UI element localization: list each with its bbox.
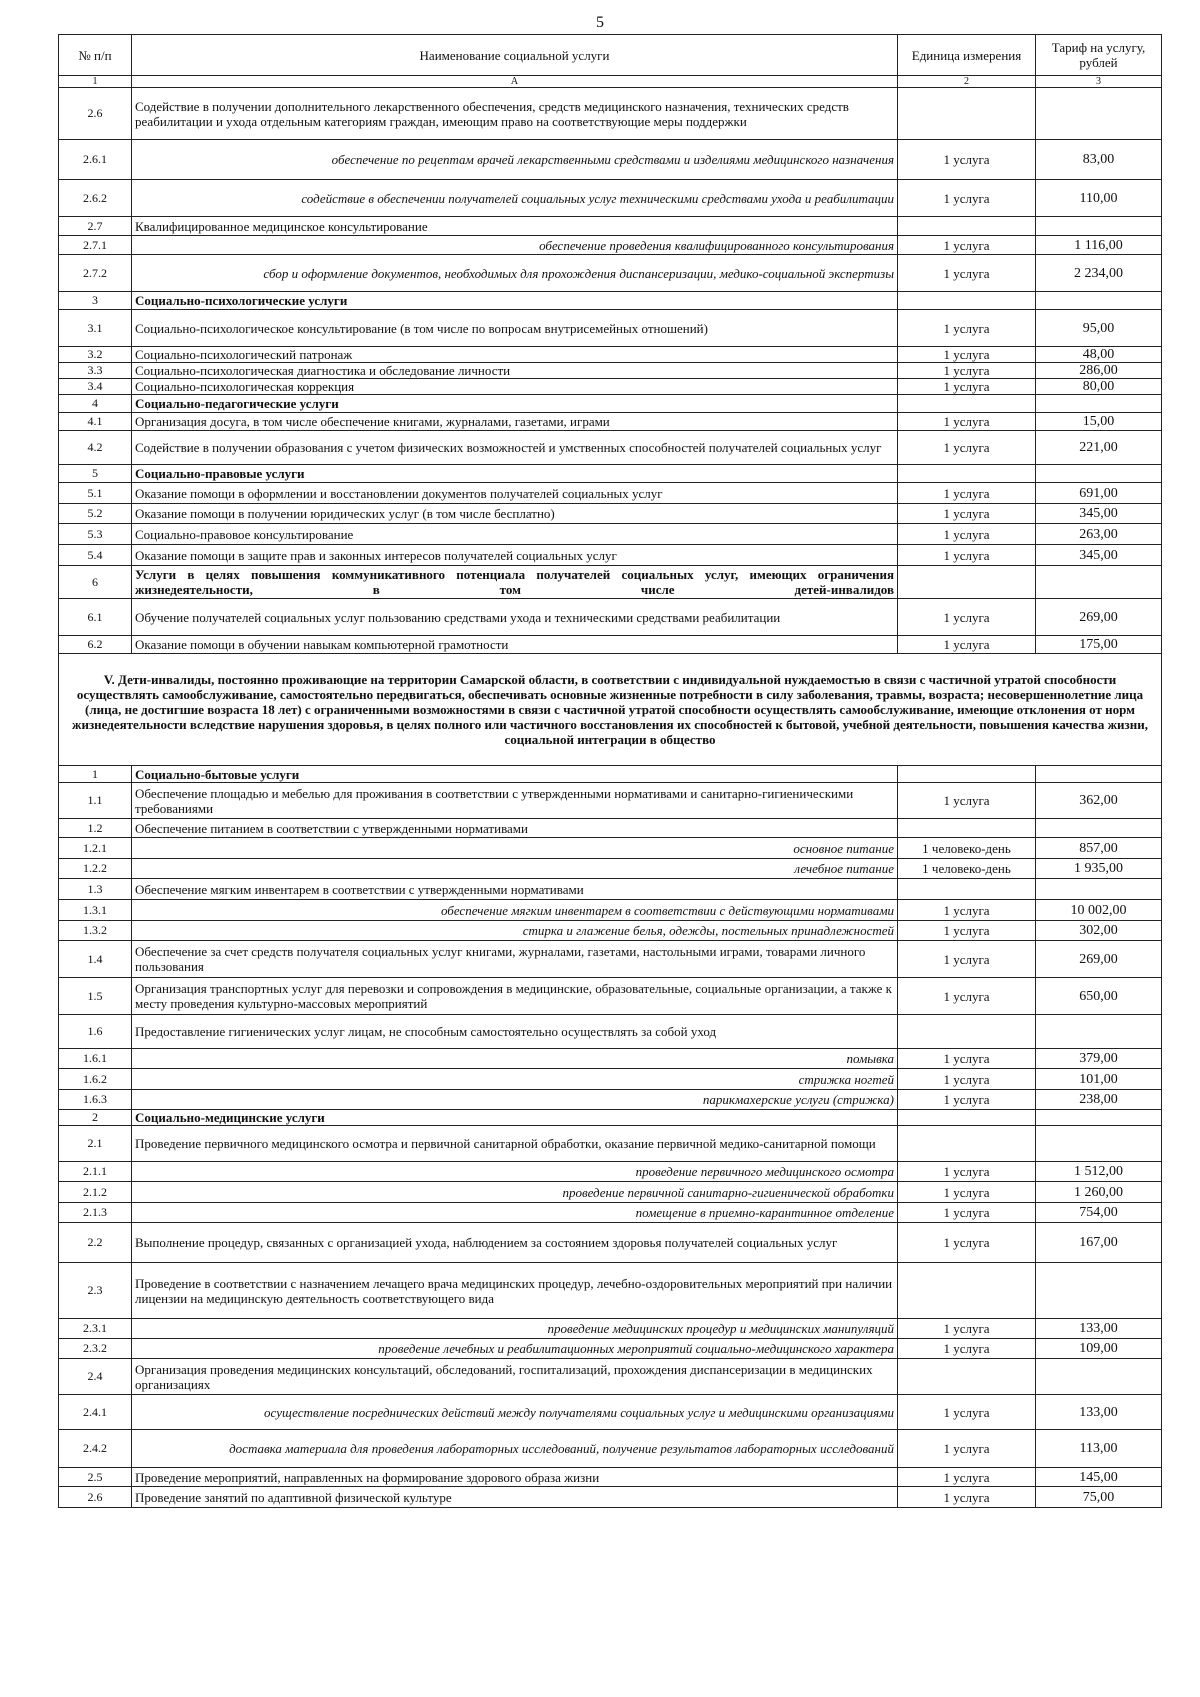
row-price: 269,00	[1036, 599, 1162, 636]
row-service-name: стирка и глажение белья, одежды, постельных принадлежностей	[132, 921, 898, 941]
row-unit: 1 услуга	[898, 1049, 1036, 1069]
row-unit: 1 услуга	[898, 1319, 1036, 1339]
table-row	[59, 545, 1162, 566]
row-service-name: Обеспечение площадью и мебелью для проживания в соответствии с утвержденными нормативами и санитарно-гигиеническими требованиями	[132, 783, 898, 819]
row-unit	[898, 566, 1036, 599]
row-service-name: обеспечение мягким инвентарем в соответствии с действующими нормативами	[132, 900, 898, 921]
row-unit	[898, 1126, 1036, 1162]
row-price: 167,00	[1036, 1223, 1162, 1263]
table-row	[59, 859, 1162, 879]
row-unit: 1 услуга	[898, 524, 1036, 545]
row-service-name: осуществление посреднических действий между получателями социальных услуг и медицинскими организациями	[132, 1395, 898, 1430]
table-row	[59, 1263, 1162, 1319]
row-unit: 1 услуга	[898, 783, 1036, 819]
row-service-name: Квалифицированное медицинское консультирование	[132, 217, 898, 236]
table-row	[59, 310, 1162, 347]
row-price	[1036, 566, 1162, 599]
row-number: 2.3	[59, 1263, 132, 1319]
row-number: 1.3.2	[59, 921, 132, 941]
row-number: 3.4	[59, 379, 132, 395]
table-row	[59, 921, 1162, 941]
row-unit	[898, 879, 1036, 900]
table-row	[59, 465, 1162, 483]
table-row	[59, 783, 1162, 819]
table-row	[59, 819, 1162, 838]
row-number: 1.6.2	[59, 1069, 132, 1090]
row-service-name: Социально-педагогические услуги	[132, 395, 898, 413]
table-row	[59, 900, 1162, 921]
table-row	[59, 395, 1162, 413]
row-number: 1.2.1	[59, 838, 132, 859]
row-number: 1.3.1	[59, 900, 132, 921]
row-price: 221,00	[1036, 431, 1162, 465]
table-row	[59, 1049, 1162, 1069]
row-service-name: Оказание помощи в получении юридических услуг (в том числе бесплатно)	[132, 504, 898, 524]
table-row	[59, 292, 1162, 310]
table-row	[59, 1162, 1162, 1182]
row-unit: 1 услуга	[898, 483, 1036, 504]
row-unit: 1 услуга	[898, 363, 1036, 379]
row-price	[1036, 88, 1162, 140]
row-price: 2 234,00	[1036, 255, 1162, 292]
row-number: 2.7.1	[59, 236, 132, 255]
table-row	[59, 1110, 1162, 1126]
row-service-name: Проведение в соответствии с назначением лечащего врача медицинских процедур, лечебно-оздоровительных мероприятий при наличии лицензии на медицинскую деятельность соответствующего вида	[132, 1263, 898, 1319]
row-price	[1036, 217, 1162, 236]
row-service-name: Содействие в получении образования с учетом физических возможностей и умственных способностей получателей социальных услуг	[132, 431, 898, 465]
row-price: 48,00	[1036, 347, 1162, 363]
row-unit: 1 услуга	[898, 1182, 1036, 1203]
row-number: 1.5	[59, 978, 132, 1015]
row-number: 1.6.3	[59, 1090, 132, 1110]
row-service-name: парикмахерские услуги (стрижка)	[132, 1090, 898, 1110]
row-number: 2.7.2	[59, 255, 132, 292]
row-number: 1.3	[59, 879, 132, 900]
row-price	[1036, 819, 1162, 838]
row-number: 2.1	[59, 1126, 132, 1162]
row-price: 1 116,00	[1036, 236, 1162, 255]
row-unit: 1 услуга	[898, 310, 1036, 347]
table-row	[59, 1430, 1162, 1468]
row-service-name: Обучение получателей социальных услуг пользованию средствами ухода и техническими средствами реабилитации	[132, 599, 898, 636]
row-unit: 1 услуга	[898, 1395, 1036, 1430]
header-unit: Единица измерения	[898, 35, 1036, 76]
row-number: 6.2	[59, 636, 132, 654]
row-number: 1.2.2	[59, 859, 132, 879]
table-row	[59, 1319, 1162, 1339]
row-price	[1036, 1126, 1162, 1162]
row-service-name: Проведение занятий по адаптивной физической культуре	[132, 1487, 898, 1508]
row-number: 3	[59, 292, 132, 310]
row-number: 4	[59, 395, 132, 413]
table-row	[59, 1182, 1162, 1203]
row-number: 2.4	[59, 1359, 132, 1395]
table-row	[59, 838, 1162, 859]
row-number: 3.3	[59, 363, 132, 379]
row-unit: 1 услуга	[898, 1162, 1036, 1182]
row-service-name: Организация досуга, в том числе обеспечение книгами, журналами, газетами, играми	[132, 413, 898, 431]
row-service-name: основное питание	[132, 838, 898, 859]
row-unit	[898, 1110, 1036, 1126]
table-row	[59, 217, 1162, 236]
row-price: 15,00	[1036, 413, 1162, 431]
row-service-name: Оказание помощи в оформлении и восстановлении документов получателей социальных услуг	[132, 483, 898, 504]
row-unit: 1 услуга	[898, 1203, 1036, 1223]
row-service-name: Выполнение процедур, связанных с организацией ухода, наблюдением за состоянием здоровья получателей социальных услуг	[132, 1223, 898, 1263]
row-service-name: проведение медицинских процедур и медицинских манипуляций	[132, 1319, 898, 1339]
row-number: 2.6	[59, 1487, 132, 1508]
row-price: 269,00	[1036, 941, 1162, 978]
row-price: 691,00	[1036, 483, 1162, 504]
row-price: 302,00	[1036, 921, 1162, 941]
row-unit: 1 услуга	[898, 1090, 1036, 1110]
row-price: 145,00	[1036, 1468, 1162, 1487]
row-number: 4.2	[59, 431, 132, 465]
table-row	[59, 255, 1162, 292]
row-price: 1 935,00	[1036, 859, 1162, 879]
index-number: 1	[59, 76, 132, 88]
row-price: 345,00	[1036, 545, 1162, 566]
row-unit: 1 услуга	[898, 236, 1036, 255]
table-row	[59, 566, 1162, 599]
table-row	[59, 347, 1162, 363]
row-service-name: проведение первичной санитарно-гигиенической обработки	[132, 1182, 898, 1203]
table-row	[59, 599, 1162, 636]
row-price	[1036, 766, 1162, 783]
row-price: 238,00	[1036, 1090, 1162, 1110]
row-number: 2.5	[59, 1468, 132, 1487]
row-number: 1.4	[59, 941, 132, 978]
table-row	[59, 1395, 1162, 1430]
index-price: 3	[1036, 76, 1162, 88]
table-row	[59, 766, 1162, 783]
table-row	[59, 1359, 1162, 1395]
table-row	[59, 180, 1162, 217]
row-service-name: Оказание помощи в обучении навыкам компьютерной грамотности	[132, 636, 898, 654]
row-price: 113,00	[1036, 1430, 1162, 1468]
column-index-row	[59, 76, 1162, 88]
section-header-row	[59, 654, 1162, 766]
row-service-name: Социально-психологическая диагностика и обследование личности	[132, 363, 898, 379]
table-row	[59, 379, 1162, 395]
row-unit: 1 услуга	[898, 413, 1036, 431]
table-row	[59, 1069, 1162, 1090]
row-price: 379,00	[1036, 1049, 1162, 1069]
row-service-name: Социально-правовые услуги	[132, 465, 898, 483]
table-row	[59, 978, 1162, 1015]
row-unit	[898, 292, 1036, 310]
row-price: 754,00	[1036, 1203, 1162, 1223]
row-unit: 1 услуга	[898, 431, 1036, 465]
row-service-name: проведение первичного медицинского осмотра	[132, 1162, 898, 1182]
table-row	[59, 431, 1162, 465]
row-number: 5	[59, 465, 132, 483]
row-price: 857,00	[1036, 838, 1162, 859]
row-unit: 1 услуга	[898, 1223, 1036, 1263]
row-unit: 1 услуга	[898, 636, 1036, 654]
row-price	[1036, 395, 1162, 413]
row-unit: 1 услуга	[898, 379, 1036, 395]
row-service-name: Социально-психологическое консультирование (в том числе по вопросам внутрисемейных отношений)	[132, 310, 898, 347]
row-unit: 1 услуга	[898, 545, 1036, 566]
row-unit	[898, 1359, 1036, 1395]
tariff-table-body	[59, 35, 1162, 1508]
row-price: 345,00	[1036, 504, 1162, 524]
page-number: 5	[596, 14, 604, 31]
row-service-name: Организация транспортных услуг для перевозки и сопровождения в медицинские, образовательные, социальные организации, а также к месту проведения культурно-массовых мероприятий	[132, 978, 898, 1015]
row-number: 1	[59, 766, 132, 783]
row-number: 2.4.2	[59, 1430, 132, 1468]
row-price: 83,00	[1036, 140, 1162, 180]
row-price	[1036, 1359, 1162, 1395]
row-unit	[898, 1263, 1036, 1319]
row-service-name: содействие в обеспечении получателей социальных услуг техническими средствами ухода и реабилитации	[132, 180, 898, 217]
table-row	[59, 1203, 1162, 1223]
row-price: 101,00	[1036, 1069, 1162, 1090]
row-price: 80,00	[1036, 379, 1162, 395]
row-unit: 1 услуга	[898, 504, 1036, 524]
row-price: 175,00	[1036, 636, 1162, 654]
row-service-name: Обеспечение за счет средств получателя социальных услуг книгами, журналами, газетами, настольными играми, товарами личного пользования	[132, 941, 898, 978]
row-price	[1036, 1110, 1162, 1126]
row-price: 133,00	[1036, 1319, 1162, 1339]
table-row	[59, 363, 1162, 379]
row-price	[1036, 292, 1162, 310]
row-unit	[898, 1015, 1036, 1049]
row-number: 5.2	[59, 504, 132, 524]
row-number: 2.4.1	[59, 1395, 132, 1430]
row-price	[1036, 879, 1162, 900]
row-unit: 1 услуга	[898, 1339, 1036, 1359]
row-unit	[898, 819, 1036, 838]
row-number: 5.1	[59, 483, 132, 504]
table-row	[59, 879, 1162, 900]
table-row	[59, 236, 1162, 255]
row-number: 2	[59, 1110, 132, 1126]
row-unit: 1 услуга	[898, 599, 1036, 636]
row-service-name: стрижка ногтей	[132, 1069, 898, 1090]
row-service-name: помывка	[132, 1049, 898, 1069]
row-number: 2.6.1	[59, 140, 132, 180]
row-unit: 1 человеко-день	[898, 859, 1036, 879]
table-row	[59, 941, 1162, 978]
row-number: 2.1.1	[59, 1162, 132, 1182]
row-number: 5.4	[59, 545, 132, 566]
row-unit: 1 услуга	[898, 1430, 1036, 1468]
row-number: 3.1	[59, 310, 132, 347]
row-service-name: лечебное питание	[132, 859, 898, 879]
row-price: 133,00	[1036, 1395, 1162, 1430]
row-number: 1.6.1	[59, 1049, 132, 1069]
row-number: 2.2	[59, 1223, 132, 1263]
table-row	[59, 413, 1162, 431]
row-price: 263,00	[1036, 524, 1162, 545]
row-price: 650,00	[1036, 978, 1162, 1015]
row-number: 2.3.1	[59, 1319, 132, 1339]
header-service-name: Наименование социальной услуги	[132, 35, 898, 76]
row-price: 362,00	[1036, 783, 1162, 819]
row-service-name: Обеспечение мягким инвентарем в соответствии с утвержденными нормативами	[132, 879, 898, 900]
row-unit	[898, 88, 1036, 140]
row-unit	[898, 395, 1036, 413]
row-service-name: Социально-психологический патронаж	[132, 347, 898, 363]
row-service-name: Предоставление гигиенических услуг лицам, не способным самостоятельно осуществлять за собой уход	[132, 1015, 898, 1049]
row-unit: 1 человеко-день	[898, 838, 1036, 859]
row-price: 110,00	[1036, 180, 1162, 217]
section-title: V. Дети-инвалиды, постоянно проживающие на территории Самарской области, в соответствии с индивидуальной нуждаемостью в связи с частичной утратой способности осуществлять самообслуживание, самостоятельно передвигаться, обеспечивать основные жизненные потребности в силу заболевания, травмы, возраста; несовершеннолетние лица (лица, не достигшие возраста 18 лет) с ограниченными возможностями в связи с частичной утратой способности осуществлять самообслуживание, имеющие отклонения от норм жизнедеятельности вследствие нарушения здоровья, в целях полного или частичного восстановления их способностей к бытовой, учебной деятельности, повышения качества жизни, социальной интеграции в общество	[59, 654, 1162, 766]
index-unit: 2	[898, 76, 1036, 88]
row-number: 5.3	[59, 524, 132, 545]
row-unit	[898, 766, 1036, 783]
row-price: 1 260,00	[1036, 1182, 1162, 1203]
row-price	[1036, 1015, 1162, 1049]
row-number: 6.1	[59, 599, 132, 636]
row-number: 2.1.3	[59, 1203, 132, 1223]
table-row	[59, 1015, 1162, 1049]
row-service-name: проведение лечебных и реабилитационных мероприятий социально-медицинского характера	[132, 1339, 898, 1359]
row-unit: 1 услуга	[898, 1487, 1036, 1508]
table-row	[59, 1487, 1162, 1508]
row-price: 75,00	[1036, 1487, 1162, 1508]
index-service-name: А	[132, 76, 898, 88]
table-row	[59, 88, 1162, 140]
table-row	[59, 1126, 1162, 1162]
row-price	[1036, 465, 1162, 483]
row-service-name: сбор и оформление документов, необходимых для прохождения диспансеризации, медико-социальной экспертизы	[132, 255, 898, 292]
row-price: 10 002,00	[1036, 900, 1162, 921]
row-unit: 1 услуга	[898, 1069, 1036, 1090]
row-service-name: Оказание помощи в защите прав и законных интересов получателей социальных услуг	[132, 545, 898, 566]
table-row	[59, 524, 1162, 545]
row-service-name: Услуги в целях повышения коммуникативного потенциала получателей социальных услуг, имеющих ограничения жизнедеятельности, в том числе детей-инвалидов	[132, 566, 898, 599]
table-row	[59, 140, 1162, 180]
row-unit: 1 услуга	[898, 140, 1036, 180]
row-price	[1036, 1263, 1162, 1319]
table-row	[59, 636, 1162, 654]
row-service-name: Социально-бытовые услуги	[132, 766, 898, 783]
row-service-name: Проведение мероприятий, направленных на формирование здорового образа жизни	[132, 1468, 898, 1487]
row-price: 1 512,00	[1036, 1162, 1162, 1182]
row-service-name: Социально-правовое консультирование	[132, 524, 898, 545]
row-unit: 1 услуга	[898, 255, 1036, 292]
table-row	[59, 1468, 1162, 1487]
row-number: 2.7	[59, 217, 132, 236]
row-service-name: Социально-медицинские услуги	[132, 1110, 898, 1126]
row-unit: 1 услуга	[898, 180, 1036, 217]
row-price: 109,00	[1036, 1339, 1162, 1359]
row-price: 286,00	[1036, 363, 1162, 379]
row-unit: 1 услуга	[898, 921, 1036, 941]
row-unit: 1 услуга	[898, 978, 1036, 1015]
row-service-name: доставка материала для проведения лабораторных исследований, получение результатов лабораторных исследований	[132, 1430, 898, 1468]
row-number: 6	[59, 566, 132, 599]
row-unit: 1 услуга	[898, 347, 1036, 363]
header-number: № п/п	[59, 35, 132, 76]
row-number: 2.6.2	[59, 180, 132, 217]
row-service-name: помещение в приемно-карантинное отделение	[132, 1203, 898, 1223]
row-unit: 1 услуга	[898, 941, 1036, 978]
row-number: 2.6	[59, 88, 132, 140]
table-row	[59, 1223, 1162, 1263]
row-service-name: Социально-психологические услуги	[132, 292, 898, 310]
table-row	[59, 504, 1162, 524]
row-unit	[898, 217, 1036, 236]
row-service-name: Обеспечение питанием в соответствии с утвержденными нормативами	[132, 819, 898, 838]
tariff-table	[58, 34, 1162, 1508]
row-number: 2.1.2	[59, 1182, 132, 1203]
header-row	[59, 35, 1162, 76]
row-service-name: Проведение первичного медицинского осмотра и первичной санитарной обработки, оказание первичной медико-санитарной помощи	[132, 1126, 898, 1162]
row-unit	[898, 465, 1036, 483]
table-row	[59, 1090, 1162, 1110]
row-number: 2.3.2	[59, 1339, 132, 1359]
header-price: Тариф на услугу, рублей	[1036, 35, 1162, 76]
row-service-name: Организация проведения медицинских консультаций, обследований, госпитализаций, прохождения диспансеризации в медицинских организациях	[132, 1359, 898, 1395]
row-service-name: обеспечение по рецептам врачей лекарственными средствами и изделиями медицинского назначения	[132, 140, 898, 180]
row-service-name: Содействие в получении дополнительного лекарственного обеспечения, средств медицинского назначения, технических средств реабилитации и ухода отдельным категориям граждан, имеющим право на соответствующие меры поддержки	[132, 88, 898, 140]
table-row	[59, 1339, 1162, 1359]
row-unit: 1 услуга	[898, 1468, 1036, 1487]
row-unit: 1 услуга	[898, 900, 1036, 921]
row-number: 1.1	[59, 783, 132, 819]
row-number: 1.6	[59, 1015, 132, 1049]
row-service-name: Социально-психологическая коррекция	[132, 379, 898, 395]
row-price: 95,00	[1036, 310, 1162, 347]
row-number: 3.2	[59, 347, 132, 363]
row-number: 4.1	[59, 413, 132, 431]
table-row	[59, 483, 1162, 504]
row-number: 1.2	[59, 819, 132, 838]
row-service-name: обеспечение проведения квалифицированного консультирования	[132, 236, 898, 255]
